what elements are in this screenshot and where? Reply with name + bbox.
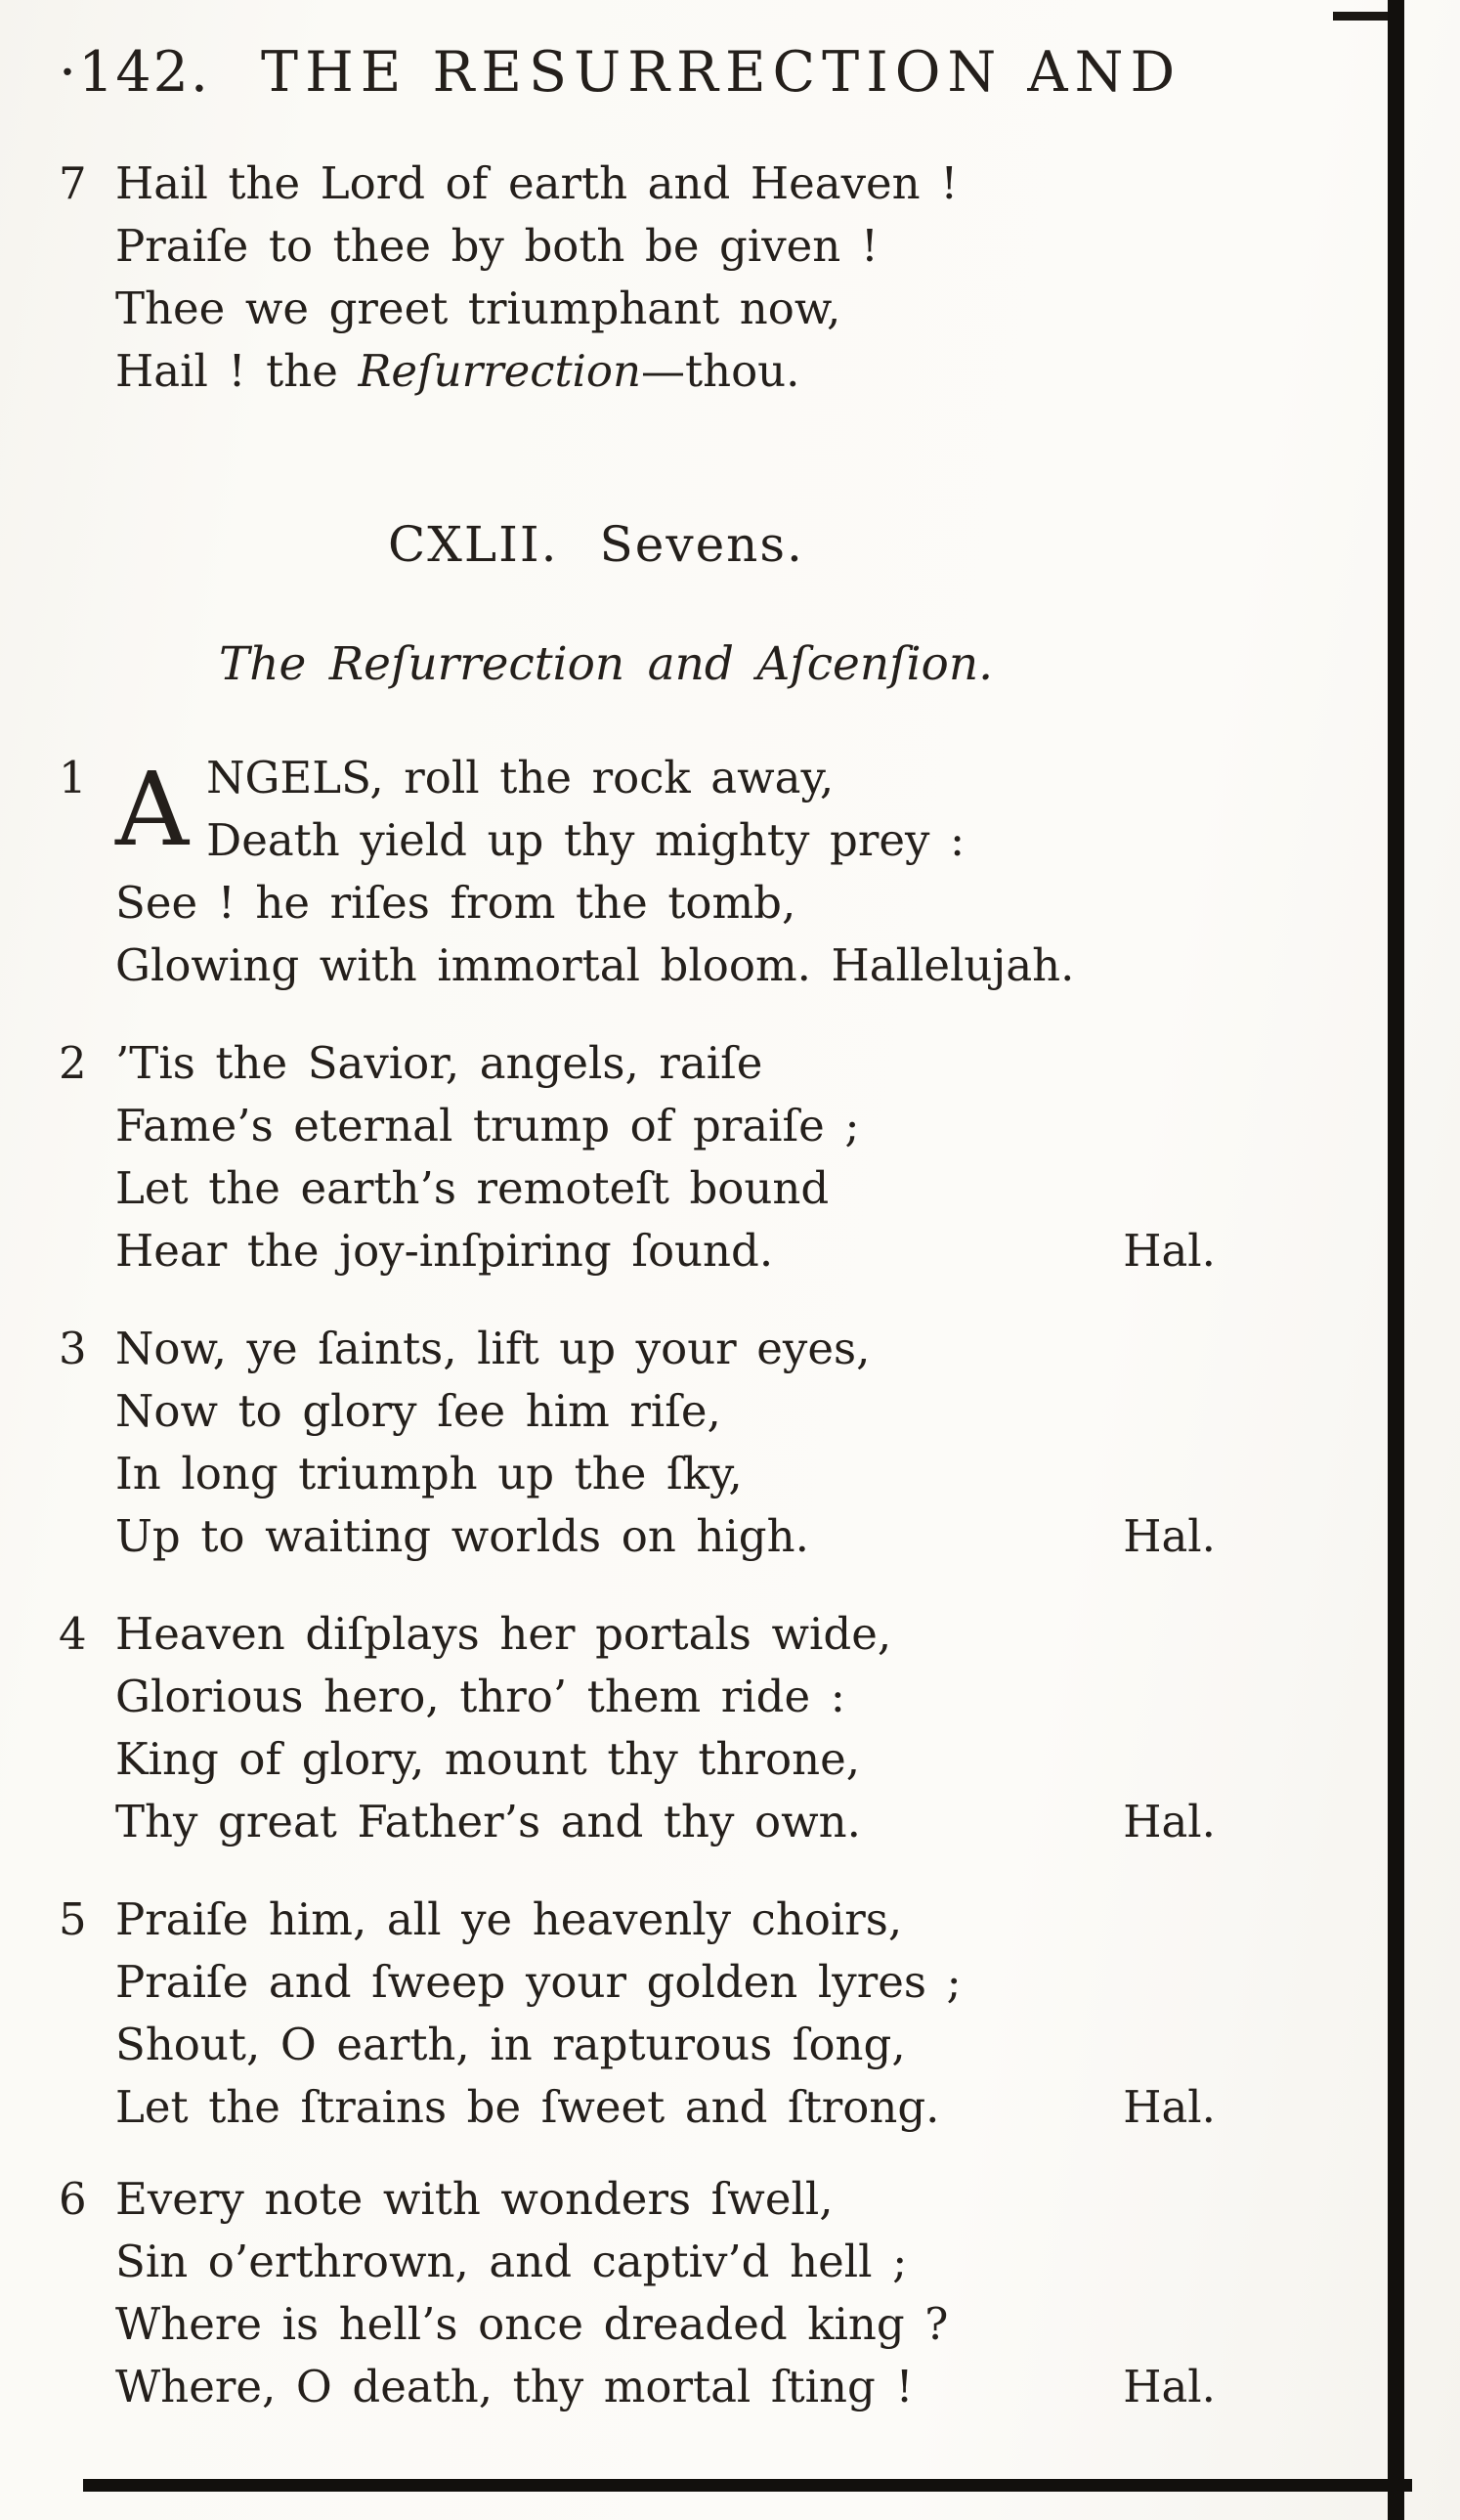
hallelujah-abbrev: Hal. — [1123, 2081, 1216, 2133]
right-edge-rule — [1388, 0, 1404, 2520]
verse-line: Let the earth’s remoteſt bound — [115, 1162, 830, 1214]
hallelujah-abbrev: Hal. — [1123, 1225, 1216, 1277]
stanza-body — [115, 1318, 1216, 1568]
verse-line — [115, 1791, 1216, 1853]
stanza-body — [115, 1603, 1216, 1853]
hymn-meter: Sevens. — [599, 516, 804, 573]
verse-line: Now to glory ſee him riſe, — [115, 1385, 721, 1437]
verse-line: See ! he riſes from the tomb, — [115, 877, 796, 929]
verse-line: Heaven diſplays her portals wide, — [115, 1608, 892, 1660]
stanza — [59, 1889, 1241, 2139]
stanza — [59, 747, 1241, 997]
page-header — [59, 37, 1241, 108]
stanza — [59, 1032, 1241, 1282]
verse-line-text: Let the ſtrains be ſweet and ſtrong. — [115, 2081, 940, 2133]
verse-line: Hail the Lord of earth and Heaven ! — [115, 157, 959, 209]
verse-line: NGELS, roll the rock away, — [206, 752, 835, 804]
verse-line-text: —thou. — [641, 345, 800, 397]
verse-line: Glorious hero, thro’ them ride : — [115, 1671, 845, 1722]
verse-line: Sin o’erthrown, and captiv’d hell ; — [115, 2236, 908, 2287]
verse-line: Praiſe and ſweep your golden lyres ; — [115, 1956, 962, 2008]
verse-line: Fame’s eternal trump of praiſe ; — [115, 1100, 860, 1151]
verse-line-text: Up to waiting worlds on high. — [115, 1510, 809, 1562]
stanza-body — [115, 1889, 1216, 2139]
verse-line: Glowing with immortal bloom. Hallelujah. — [115, 939, 1075, 991]
hallelujah-abbrev: Hal. — [1123, 1510, 1216, 1562]
top-edge-mark — [1333, 12, 1390, 21]
verse-line: Thee we greet triumphant now, — [115, 282, 841, 334]
hymn-number: CXLII. — [388, 516, 559, 573]
stanza-body — [115, 1032, 1216, 1282]
verse-line: Shout, O earth, in rapturous ſong, — [115, 2019, 906, 2070]
verse-line-text: Hail ! the — [115, 345, 359, 397]
verse-line: Praiſe to thee by both be given ! — [115, 220, 879, 272]
stanza-body — [115, 2168, 1216, 2418]
verse-line — [115, 2356, 1216, 2418]
verse-line-text: Hear the joy-inſpiring ſound. — [115, 1225, 774, 1277]
stanza-number: 6 — [59, 2173, 87, 2225]
verse-line — [115, 340, 1216, 403]
running-title: THE RESURRECTION AND — [261, 40, 1182, 105]
italic-word: Reſurrection — [358, 345, 642, 397]
verse-line: In long triumph up the ſky, — [115, 1448, 743, 1499]
hymn-title: The Reſurrection and Aſcenſion. — [218, 637, 994, 691]
verse-line — [115, 2076, 1216, 2139]
stanza-number: 2 — [59, 1037, 87, 1089]
verse-line: Every note with wonders ſwell, — [115, 2173, 834, 2225]
verse-line: Now, ye ſaints, lift up your eyes, — [115, 1323, 871, 1374]
stanza — [59, 152, 1241, 403]
verse-line: Where is hell’s once dreaded king ? — [115, 2298, 949, 2350]
stanza-number: 7 — [59, 157, 87, 209]
stanza-number: 4 — [59, 1608, 87, 1660]
hallelujah-abbrev: Hal. — [1123, 2361, 1216, 2412]
stanza-body — [115, 152, 1216, 403]
verse-line-text: Thy great Father’s and thy own. — [115, 1796, 861, 1847]
verse-line: Praiſe him, all ye heavenly choirs, — [115, 1893, 903, 1945]
stanza — [59, 1318, 1241, 1568]
drop-cap: A — [115, 750, 190, 869]
verse-line: Death yield up thy mighty prey : — [206, 814, 966, 866]
page-number: ·142. — [59, 40, 211, 105]
page-content — [59, 37, 1241, 2418]
stanza — [59, 2168, 1241, 2418]
stanza — [59, 1603, 1241, 1853]
bottom-edge-rule — [83, 2479, 1412, 2492]
hymn-heading — [59, 510, 1241, 579]
stanza-number: 1 — [59, 752, 87, 804]
stanza-number: 3 — [59, 1323, 87, 1374]
verse-line: King of glory, mount thy throne, — [115, 1733, 861, 1785]
stanza-body — [115, 747, 1216, 997]
verse-line — [115, 1220, 1216, 1282]
verse-line — [115, 1505, 1216, 1568]
verse-line: ’Tis the Savior, angels, raiſe — [115, 1037, 763, 1089]
stanza-number: 5 — [59, 1893, 87, 1945]
verse-line-text: Where, O death, thy mortal ſting ! — [115, 2361, 914, 2412]
hallelujah-abbrev: Hal. — [1123, 1796, 1216, 1847]
